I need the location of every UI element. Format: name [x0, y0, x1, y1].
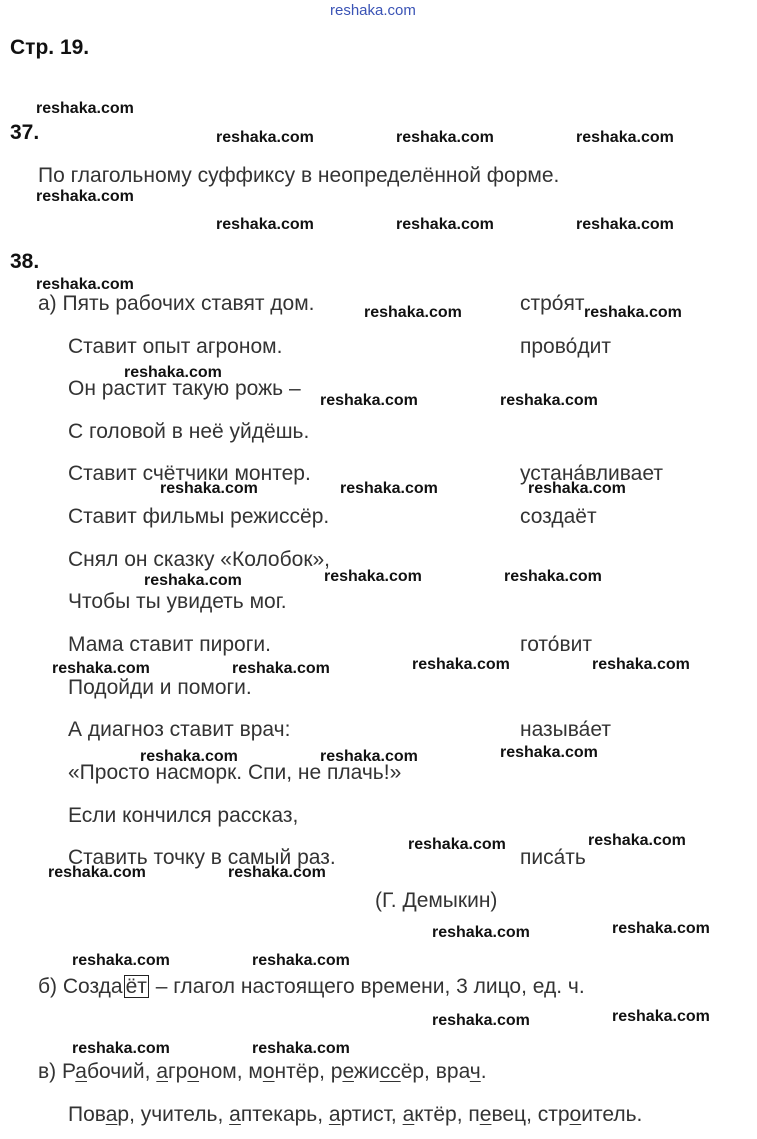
poem-line: Чтобы ты увидеть мог.: [68, 590, 287, 613]
underlined-letter: о: [187, 1060, 200, 1083]
underlined-letter: е: [342, 1060, 354, 1083]
watermark: reshaka.com: [160, 480, 258, 497]
word-fragment: ёр, вра: [400, 1060, 470, 1083]
word-fragment: нтёр, р: [274, 1060, 343, 1083]
word-fragment: вец, стр: [491, 1103, 570, 1126]
watermark: reshaka.com: [504, 568, 602, 585]
watermark: reshaka.com: [500, 392, 598, 409]
word-fragment: Р: [61, 1060, 76, 1083]
underlined-letter: а: [156, 1060, 168, 1083]
watermark: reshaka.com: [36, 188, 134, 205]
site-watermark-top: reshaka.com: [330, 2, 416, 19]
poem-verb: стро́ят: [520, 292, 585, 315]
task-37-answer: По глагольному суффиксу в неопределённой форме.: [38, 164, 560, 187]
ending-box: ёт: [125, 975, 147, 998]
poem-line: а) Пять рабочих ставят дом.: [38, 292, 315, 315]
underlined-letter: а: [402, 1103, 415, 1126]
watermark: reshaka.com: [588, 832, 686, 849]
word-fragment: итель.: [581, 1103, 643, 1126]
part-b-line: [38, 975, 585, 998]
watermark: reshaka.com: [252, 952, 350, 969]
poem-verb: прово́дит: [520, 335, 611, 358]
poem-line: Ставит фильмы режиссёр.: [68, 505, 330, 528]
part-b-prefix: б) Созда: [38, 975, 123, 998]
watermark: reshaka.com: [592, 656, 690, 673]
underlined-letter: ч: [469, 1060, 481, 1083]
watermark: reshaka.com: [36, 276, 134, 293]
watermark: reshaka.com: [396, 129, 494, 146]
underlined-letter: о: [569, 1103, 582, 1126]
word-fragment: ктёр, п: [414, 1103, 480, 1126]
watermark: reshaka.com: [140, 748, 238, 765]
watermark: reshaka.com: [48, 864, 146, 881]
word-fragment: ном, м: [199, 1060, 263, 1083]
underlined-letter: сс: [379, 1060, 401, 1083]
watermark: reshaka.com: [72, 952, 170, 969]
underlined-letter: е: [479, 1103, 492, 1126]
watermark: reshaka.com: [432, 924, 530, 941]
poem-line: Ставит опыт агроном.: [68, 335, 283, 358]
watermark: reshaka.com: [576, 129, 674, 146]
underlined-letter: а: [75, 1060, 87, 1083]
watermark: reshaka.com: [36, 100, 134, 117]
poem-line: «Просто насморк. Спи, не плачь!»: [68, 761, 402, 784]
watermark: reshaka.com: [612, 1008, 710, 1025]
watermark: reshaka.com: [412, 656, 510, 673]
poem-line: Если кончился рассказ,: [68, 804, 299, 827]
watermark: reshaka.com: [612, 920, 710, 937]
poem-line: Подойди и помоги.: [68, 676, 252, 699]
watermark: reshaka.com: [408, 836, 506, 853]
watermark: reshaka.com: [584, 304, 682, 321]
underlined-letter: а: [229, 1103, 241, 1126]
word-fragment: жи: [353, 1060, 380, 1083]
poem-line: Ставить точку в самый раз.: [68, 846, 336, 869]
watermark: reshaka.com: [432, 1012, 530, 1029]
watermark: reshaka.com: [364, 304, 462, 321]
word-fragment: птекарь,: [240, 1103, 329, 1126]
poem-verb: писа́ть: [520, 846, 586, 869]
watermark: reshaka.com: [124, 364, 222, 381]
part-c-label: в): [38, 1060, 62, 1083]
poem-verb: гото́вит: [520, 633, 592, 656]
poem-verb: устана́вливает: [520, 462, 663, 485]
watermark: reshaka.com: [396, 216, 494, 233]
part-b-suffix: – глагол настоящего времени, 3 лицо, ед. ч.: [149, 975, 585, 998]
underlined-letter: о: [262, 1060, 275, 1083]
watermark: reshaka.com: [72, 1040, 170, 1057]
watermark: reshaka.com: [320, 748, 418, 765]
watermark: reshaka.com: [228, 864, 326, 881]
word-fragment: ртист,: [340, 1103, 403, 1126]
word-fragment: .: [480, 1060, 487, 1083]
task-38-number: 38.: [10, 250, 40, 273]
poem-verb: создаёт: [520, 505, 597, 528]
word-fragment: гр: [168, 1060, 188, 1083]
watermark: reshaka.com: [216, 216, 314, 233]
watermark: reshaka.com: [216, 129, 314, 146]
watermark: reshaka.com: [500, 744, 598, 761]
poem-line: Он растит такую рожь –: [68, 377, 301, 400]
underlined-letter: а: [105, 1103, 118, 1126]
poem-line: Мама ставит пироги.: [68, 633, 271, 656]
word-fragment: р, учитель,: [117, 1103, 230, 1126]
watermark: reshaka.com: [144, 572, 242, 589]
poem-line: Ставит счётчики монтер.: [68, 462, 311, 485]
page-label: Стр. 19.: [10, 36, 90, 59]
watermark: reshaka.com: [324, 568, 422, 585]
poem-line: Снял он сказку «Колобок»,: [68, 548, 331, 571]
watermark: reshaka.com: [576, 216, 674, 233]
task-37-number: 37.: [10, 121, 40, 144]
watermark: reshaka.com: [52, 660, 150, 677]
part-c-line-2: [68, 1104, 642, 1125]
watermark: reshaka.com: [340, 480, 438, 497]
poem-line: А диагноз ставит врач:: [68, 718, 291, 741]
watermark: reshaka.com: [252, 1040, 350, 1057]
poem-line: С головой в неё уйдёшь.: [68, 420, 310, 443]
poem-verb: называ́ет: [520, 718, 611, 741]
word-fragment: Пов: [68, 1103, 106, 1126]
word-fragment: бочий,: [86, 1060, 157, 1083]
watermark: reshaka.com: [320, 392, 418, 409]
poem-author: (Г. Демыкин): [375, 889, 498, 912]
underlined-letter: а: [328, 1103, 341, 1126]
watermark: reshaka.com: [232, 660, 330, 677]
watermark: reshaka.com: [528, 480, 626, 497]
part-c-line-1: [38, 1061, 487, 1082]
